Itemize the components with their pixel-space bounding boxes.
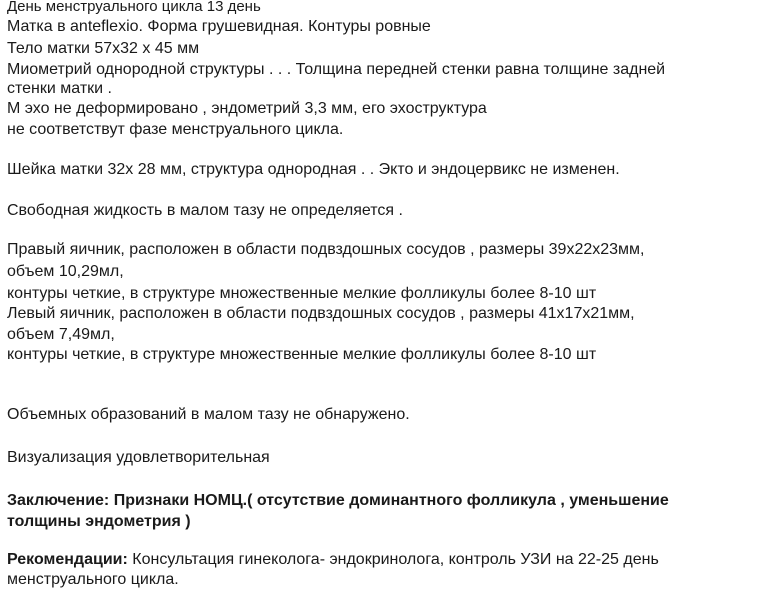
recommendation-text: Консультация гинеколога- эндокринолога, контроль УЗИ на 22-25 день xyxy=(127,551,659,568)
cycle-day-line: День менструального цикла 13 день xyxy=(7,0,261,15)
left-ovary-line-1: Левый яичник, расположен в области подвздошных сосудов , размеры 41х17х21мм, xyxy=(7,305,635,322)
recommendation-line-1 xyxy=(7,550,659,570)
left-ovary-line-3: контуры четкие, в структуре множественные мелкие фолликулы более 8-10 шт xyxy=(7,346,597,363)
conclusion-line-2: толщины эндометрия ) xyxy=(7,513,191,530)
endometrium-line-2: не соответствут фазе менструального цикла. xyxy=(7,121,344,138)
ultrasound-report xyxy=(7,0,765,600)
myometrium-line-2: стенки матки . xyxy=(7,80,112,97)
visualization-line: Визуализация удовлетворительная xyxy=(7,449,270,466)
right-ovary-line-2: объем 10,29мл, xyxy=(7,263,124,280)
right-ovary-line-1: Правый яичник, расположен в области подвздошных сосудов , размеры 39х22х23мм, xyxy=(7,241,645,258)
left-ovary-line-2: объем 7,49мл, xyxy=(7,326,115,343)
right-ovary-line-3: контуры четкие, в структуре множественные мелкие фолликулы более 8-10 шт xyxy=(7,285,597,302)
uterus-size-line: Тело матки 57х32 х 45 мм xyxy=(7,40,200,57)
recommendation-label: Рекомендации: xyxy=(7,551,128,568)
cervix-line: Шейка матки 32х 28 мм, структура однородная . . Экто и эндоцервикс не изменен. xyxy=(7,161,620,178)
endometrium-line-1: М эхо не деформировано , эндометрий 3,3 мм, его эхоструктура xyxy=(7,100,487,117)
masses-line: Объемных образований в малом тазу не обнаружено. xyxy=(7,406,410,423)
uterus-position-line: Матка в anteflexio. Форма грушевидная. Контуры ровные xyxy=(7,18,431,35)
conclusion-line-1: Заключение: Признаки НОМЦ.( отсутствие доминантного фолликула , уменьшение xyxy=(7,492,669,509)
free-fluid-line: Свободная жидкость в малом тазу не определяется . xyxy=(7,202,403,219)
recommendation-line-2: менструального цикла. xyxy=(7,571,179,588)
myometrium-line-1: Миометрий однородной структуры . . . Толщина передней стенки равна толщине задней xyxy=(7,61,666,78)
